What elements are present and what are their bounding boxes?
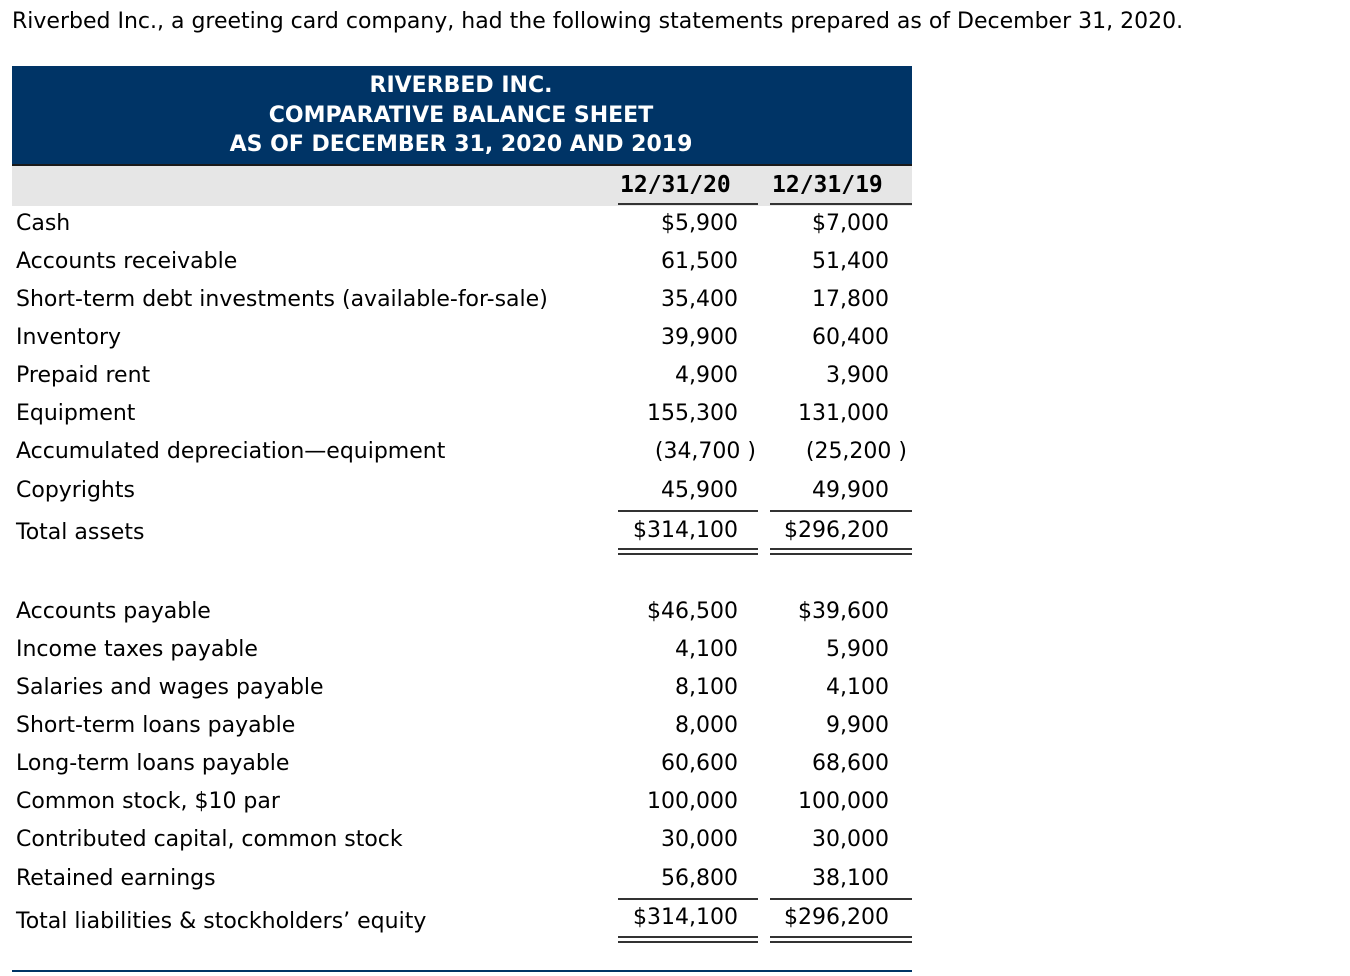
total-double-rule (618, 936, 758, 943)
column-header-2019: 12/31/19 (772, 172, 883, 198)
value-2020: $314,100 (633, 518, 738, 543)
row-label: Copyrights (16, 478, 135, 503)
value-2020: (34,700 ) (654, 439, 756, 464)
row-label: Short-term debt investments (available-for-sale) (16, 287, 548, 312)
row-label: Short-term loans payable (16, 713, 296, 738)
row-label: Long-term loans payable (16, 751, 290, 776)
table-row (0, 708, 1350, 744)
company-name: RIVERBED INC. (369, 73, 553, 98)
value-2019: 60,400 (812, 325, 889, 350)
table-row (0, 206, 1350, 242)
value-2019: $296,200 (784, 905, 889, 930)
table-row (0, 434, 1350, 470)
total-assets-row (0, 513, 1350, 549)
value-2019: 100,000 (798, 789, 889, 814)
total-liabilities-row (0, 900, 1350, 936)
value-2019: 5,900 (826, 637, 889, 662)
table-row (0, 244, 1350, 280)
row-label: Prepaid rent (16, 363, 151, 388)
intro-text: Riverbed Inc., a greeting card company, had the following statements prepared as of December 31, 2020. (12, 9, 1184, 34)
statement-header (12, 66, 912, 166)
table-row (0, 822, 1350, 858)
value-2020: $5,900 (661, 211, 738, 236)
table-row (0, 320, 1350, 356)
value-2020: 60,600 (661, 751, 738, 776)
row-label: Income taxes payable (16, 637, 258, 662)
value-2019: 49,900 (812, 478, 889, 503)
value-2020: 100,000 (647, 789, 738, 814)
table-row (0, 396, 1350, 432)
row-label: Retained earnings (16, 866, 216, 891)
row-label: Total assets (16, 520, 145, 545)
row-label: Accumulated depreciation—equipment (16, 439, 446, 464)
table-bottom-border (12, 970, 912, 972)
column-header-rule (770, 203, 912, 205)
row-label: Equipment (16, 401, 136, 426)
value-2019: $39,600 (798, 599, 889, 624)
value-2019: 131,000 (798, 401, 889, 426)
total-double-rule (770, 548, 912, 555)
value-2019: 30,000 (812, 827, 889, 852)
row-label: Salaries and wages payable (16, 675, 324, 700)
value-2019: 3,900 (826, 363, 889, 388)
value-2020: 8,100 (675, 675, 738, 700)
table-row (0, 358, 1350, 394)
value-2020: 45,900 (661, 478, 738, 503)
table-row (0, 282, 1350, 318)
value-2020: 155,300 (647, 401, 738, 426)
value-2019: 17,800 (812, 287, 889, 312)
value-2020: $46,500 (647, 599, 738, 624)
value-2019: (25,200 ) (805, 439, 907, 464)
value-2020: 61,500 (661, 249, 738, 274)
table-row (0, 632, 1350, 668)
value-2020: 30,000 (661, 827, 738, 852)
table-row (0, 473, 1350, 509)
column-header-rule (618, 203, 758, 205)
value-2020: 35,400 (661, 287, 738, 312)
value-2020: 56,800 (661, 866, 738, 891)
value-2019: 68,600 (812, 751, 889, 776)
row-label: Accounts receivable (16, 249, 238, 274)
value-2020: 4,100 (675, 637, 738, 662)
row-label: Total liabilities & stockholders’ equity (16, 909, 427, 934)
table-row (0, 594, 1350, 630)
row-label: Cash (16, 211, 71, 236)
subtotal-rule (770, 510, 912, 512)
table-row (0, 784, 1350, 820)
row-label: Contributed capital, common stock (16, 827, 403, 852)
total-double-rule (618, 548, 758, 555)
row-label: Accounts payable (16, 599, 211, 624)
value-2020: 39,900 (661, 325, 738, 350)
table-row (0, 861, 1350, 897)
value-2020: 4,900 (675, 363, 738, 388)
value-2019: 38,100 (812, 866, 889, 891)
value-2020: $314,100 (633, 905, 738, 930)
value-2019: $7,000 (812, 211, 889, 236)
value-2019: $296,200 (784, 518, 889, 543)
value-2019: 9,900 (826, 713, 889, 738)
table-row (0, 670, 1350, 706)
value-2020: 8,000 (675, 713, 738, 738)
subtotal-rule (618, 510, 758, 512)
column-header-2020: 12/31/20 (620, 172, 731, 198)
value-2019: 4,100 (826, 675, 889, 700)
statement-title: COMPARATIVE BALANCE SHEET (268, 103, 654, 128)
row-label: Common stock, $10 par (16, 789, 280, 814)
total-double-rule (770, 936, 912, 943)
row-label: Inventory (16, 325, 122, 350)
value-2019: 51,400 (812, 249, 889, 274)
statement-date: AS OF DECEMBER 31, 2020 AND 2019 (229, 132, 693, 157)
table-row (0, 746, 1350, 782)
